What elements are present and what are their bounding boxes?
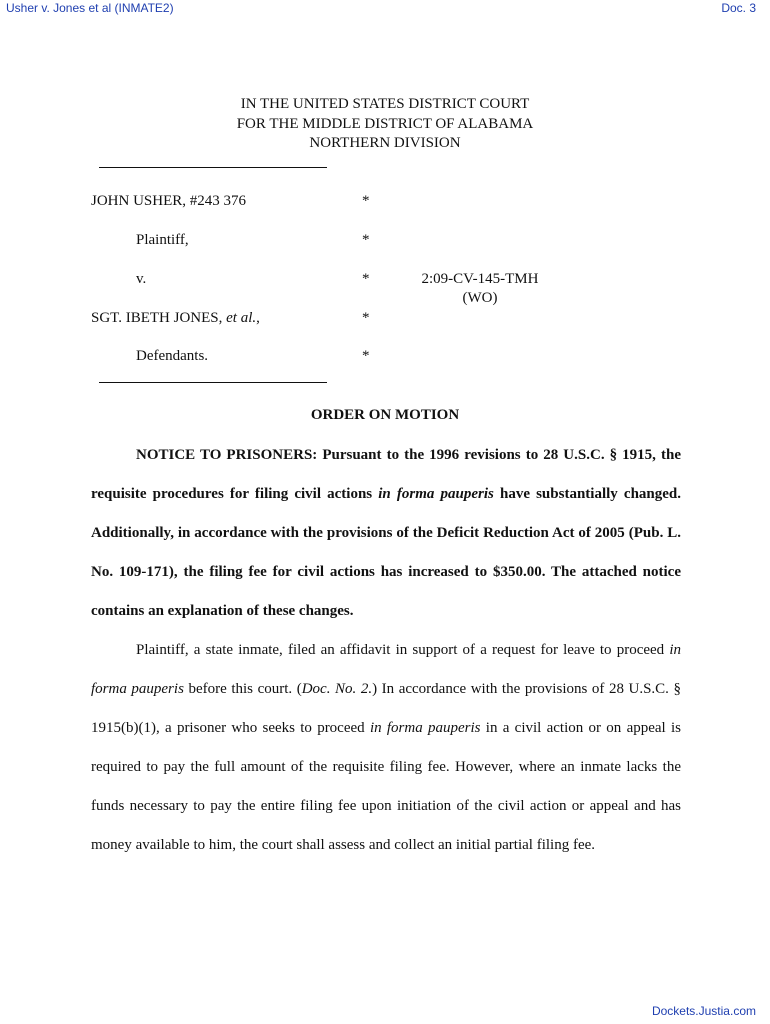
document-top-bar bbox=[0, 0, 770, 18]
court-line-3: NORTHERN DIVISION bbox=[309, 135, 461, 151]
plaintiff-name: JOHN USHER, #243 376 bbox=[91, 193, 247, 209]
defendant-name-tail: , bbox=[256, 310, 260, 326]
court-heading bbox=[0, 95, 770, 154]
caption-star: * bbox=[362, 310, 370, 326]
body-doc-ref: Doc. No. 2. bbox=[301, 681, 373, 697]
versus: v. bbox=[136, 271, 147, 287]
docket-number-link[interactable]: Doc. 3 bbox=[721, 1, 756, 15]
caption-star: * bbox=[362, 232, 370, 248]
body-text bbox=[91, 631, 681, 865]
notice-lead: NOTICE TO PRISONERS: Pursuant to the 1996 revisions to 28 U.S.C. § 1915, the requisite procedures for filing civil actions bbox=[91, 447, 681, 502]
caption-star: * bbox=[362, 271, 370, 287]
case-number: 2:09-CV-145-TMH bbox=[421, 271, 539, 287]
notice-ifp: in forma pauperis bbox=[378, 486, 494, 502]
court-line-1: IN THE UNITED STATES DISTRICT COURT bbox=[240, 96, 530, 112]
body-paragraph bbox=[91, 631, 681, 865]
order-title: ORDER ON MOTION bbox=[310, 407, 460, 423]
case-suffix: (WO) bbox=[462, 290, 498, 306]
case-number-block bbox=[410, 270, 550, 308]
body-ifp-1: in forma pauperis bbox=[91, 642, 681, 697]
defendant-name-text: SGT. IBETH JONES, bbox=[91, 310, 227, 326]
case-title-link[interactable]: Usher v. Jones et al (INMATE2) bbox=[6, 1, 174, 15]
body-ifp-2: in forma pauperis bbox=[369, 720, 481, 736]
defendant-role: Defendants. bbox=[136, 348, 209, 364]
body-part-d: in a civil action or on appeal is required to pay the full amount of the requisite filing fee. However, where an inmate lacks the funds necessary to pay the entire filing fee upon initiation of the civil action or appeal and has money available to him, the court shall assess and collect an initial partial filing fee. bbox=[91, 720, 681, 853]
caption-top-rule bbox=[99, 167, 327, 168]
notice-paragraph bbox=[91, 436, 681, 631]
notice-text bbox=[91, 436, 681, 631]
body-part-c: ) In accordance with the provisions of 28 U.S.C. § 1915(b)(1), a prisoner who seeks to proceed bbox=[91, 681, 681, 736]
caption-star: * bbox=[362, 193, 370, 209]
body-part-a: Plaintiff, a state inmate, filed an affidavit in support of a request for leave to proceed bbox=[136, 642, 670, 658]
court-line-2: FOR THE MIDDLE DISTRICT OF ALABAMA bbox=[236, 115, 534, 132]
defendant-et-al: et al. bbox=[226, 310, 257, 326]
defendant-name bbox=[91, 310, 260, 327]
body-part-b: before this court. ( bbox=[183, 681, 302, 697]
caption-star: * bbox=[362, 348, 370, 364]
caption-bottom-rule bbox=[99, 382, 327, 383]
notice-rest: have substantially changed. Additionally, in accordance with the provisions of the Deficit Reduction Act of 2005 (Pub. L. No. 109-171), the filing fee for civil actions has increased to $350.00. The attached notice contains an explanation of these changes. bbox=[91, 486, 681, 619]
justia-footer-link[interactable]: Dockets.Justia.com bbox=[651, 1004, 756, 1018]
plaintiff-role: Plaintiff, bbox=[136, 232, 189, 248]
